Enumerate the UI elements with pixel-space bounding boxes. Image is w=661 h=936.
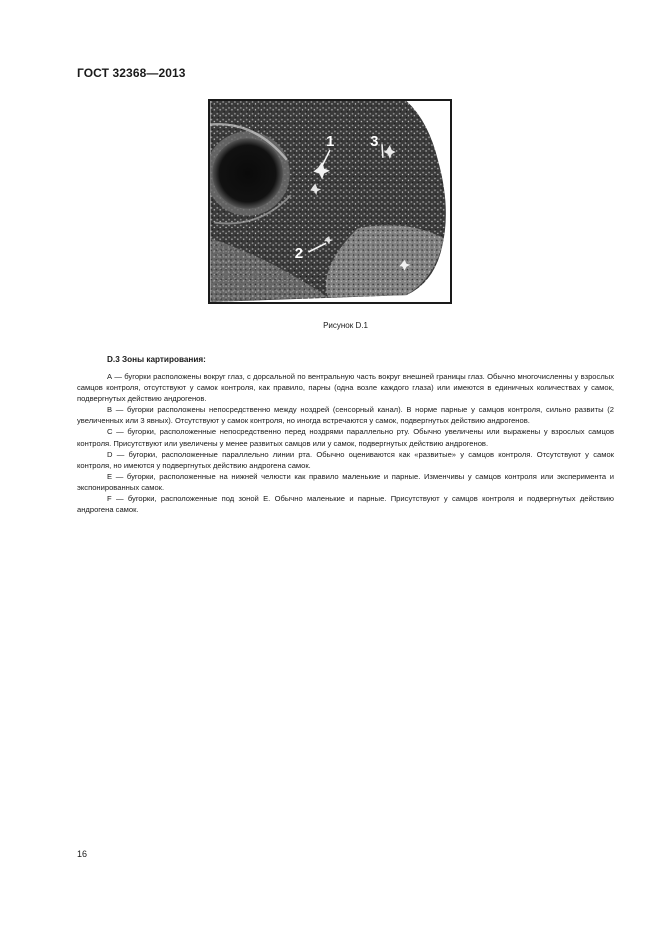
section-title: D.3 Зоны картирования:: [107, 355, 206, 364]
paragraph-zone-c: С — бугорки, расположенные непосредственно перед ноздрями параллельно рту. Обычно увеличены или выражены у взрослых самцов контроля. Присутствуют или увеличены у менее развитых самцов или у самок, подвергнутых действию андрогенов.: [77, 427, 614, 448]
fish-head-photo: [210, 101, 450, 302]
paragraph-zone-e: Е — бугорки, расположенные на нижней челюсти как правило маленькие и парные. Изменчивы у самцов контроля или эксперимента и экспонированных самок.: [77, 471, 614, 492]
paragraph-zone-f: F — бугорки, расположенные под зоной Е. Обычно маленькие и парные. Присутствуют у самцов контроля и подвергнутых действию андрогена самок.: [77, 494, 614, 515]
figure-caption: Рисунок D.1: [323, 321, 368, 330]
paragraph-zone-b: В — бугорки расположены непосредственно между ноздрей (сенсорный канал). В норме парные у самцов контроля, сильно развиты (2 увеличенных или 3 явных). Отсутствуют у самок контроля, но иногда встречаются у самок, подвергнутых действию андрогенов.: [77, 405, 614, 426]
figure-label-3: 3: [370, 134, 379, 151]
figure-photo: [208, 99, 452, 304]
section-body: [77, 371, 614, 515]
figure-label-2: 2: [294, 245, 303, 262]
paragraph-zone-d: D — бугорки, расположенные параллельно линии рта. Обычно оцениваются как «развитые» у самцов контроля. Отсутствуют у самок контроля, но имеются у подвергнутых действию андрогена самок.: [77, 449, 614, 470]
page-number: 16: [77, 849, 88, 859]
document-header: ГОСТ 32368—2013: [77, 66, 186, 80]
paragraph-zone-a: А — бугорки расположены вокруг глаз, с дорсальной по вентральную часть вокруг внешней границы глаз. Обычно многочисленны у взрослых самцов контроля, отсутствуют у самок контроля, как правило, парны (одна возле каждого глаза) или имеются в единичных количествах у самок, подвергнутых действию андрогенов.: [77, 372, 614, 404]
figure-label-1: 1: [326, 134, 335, 151]
